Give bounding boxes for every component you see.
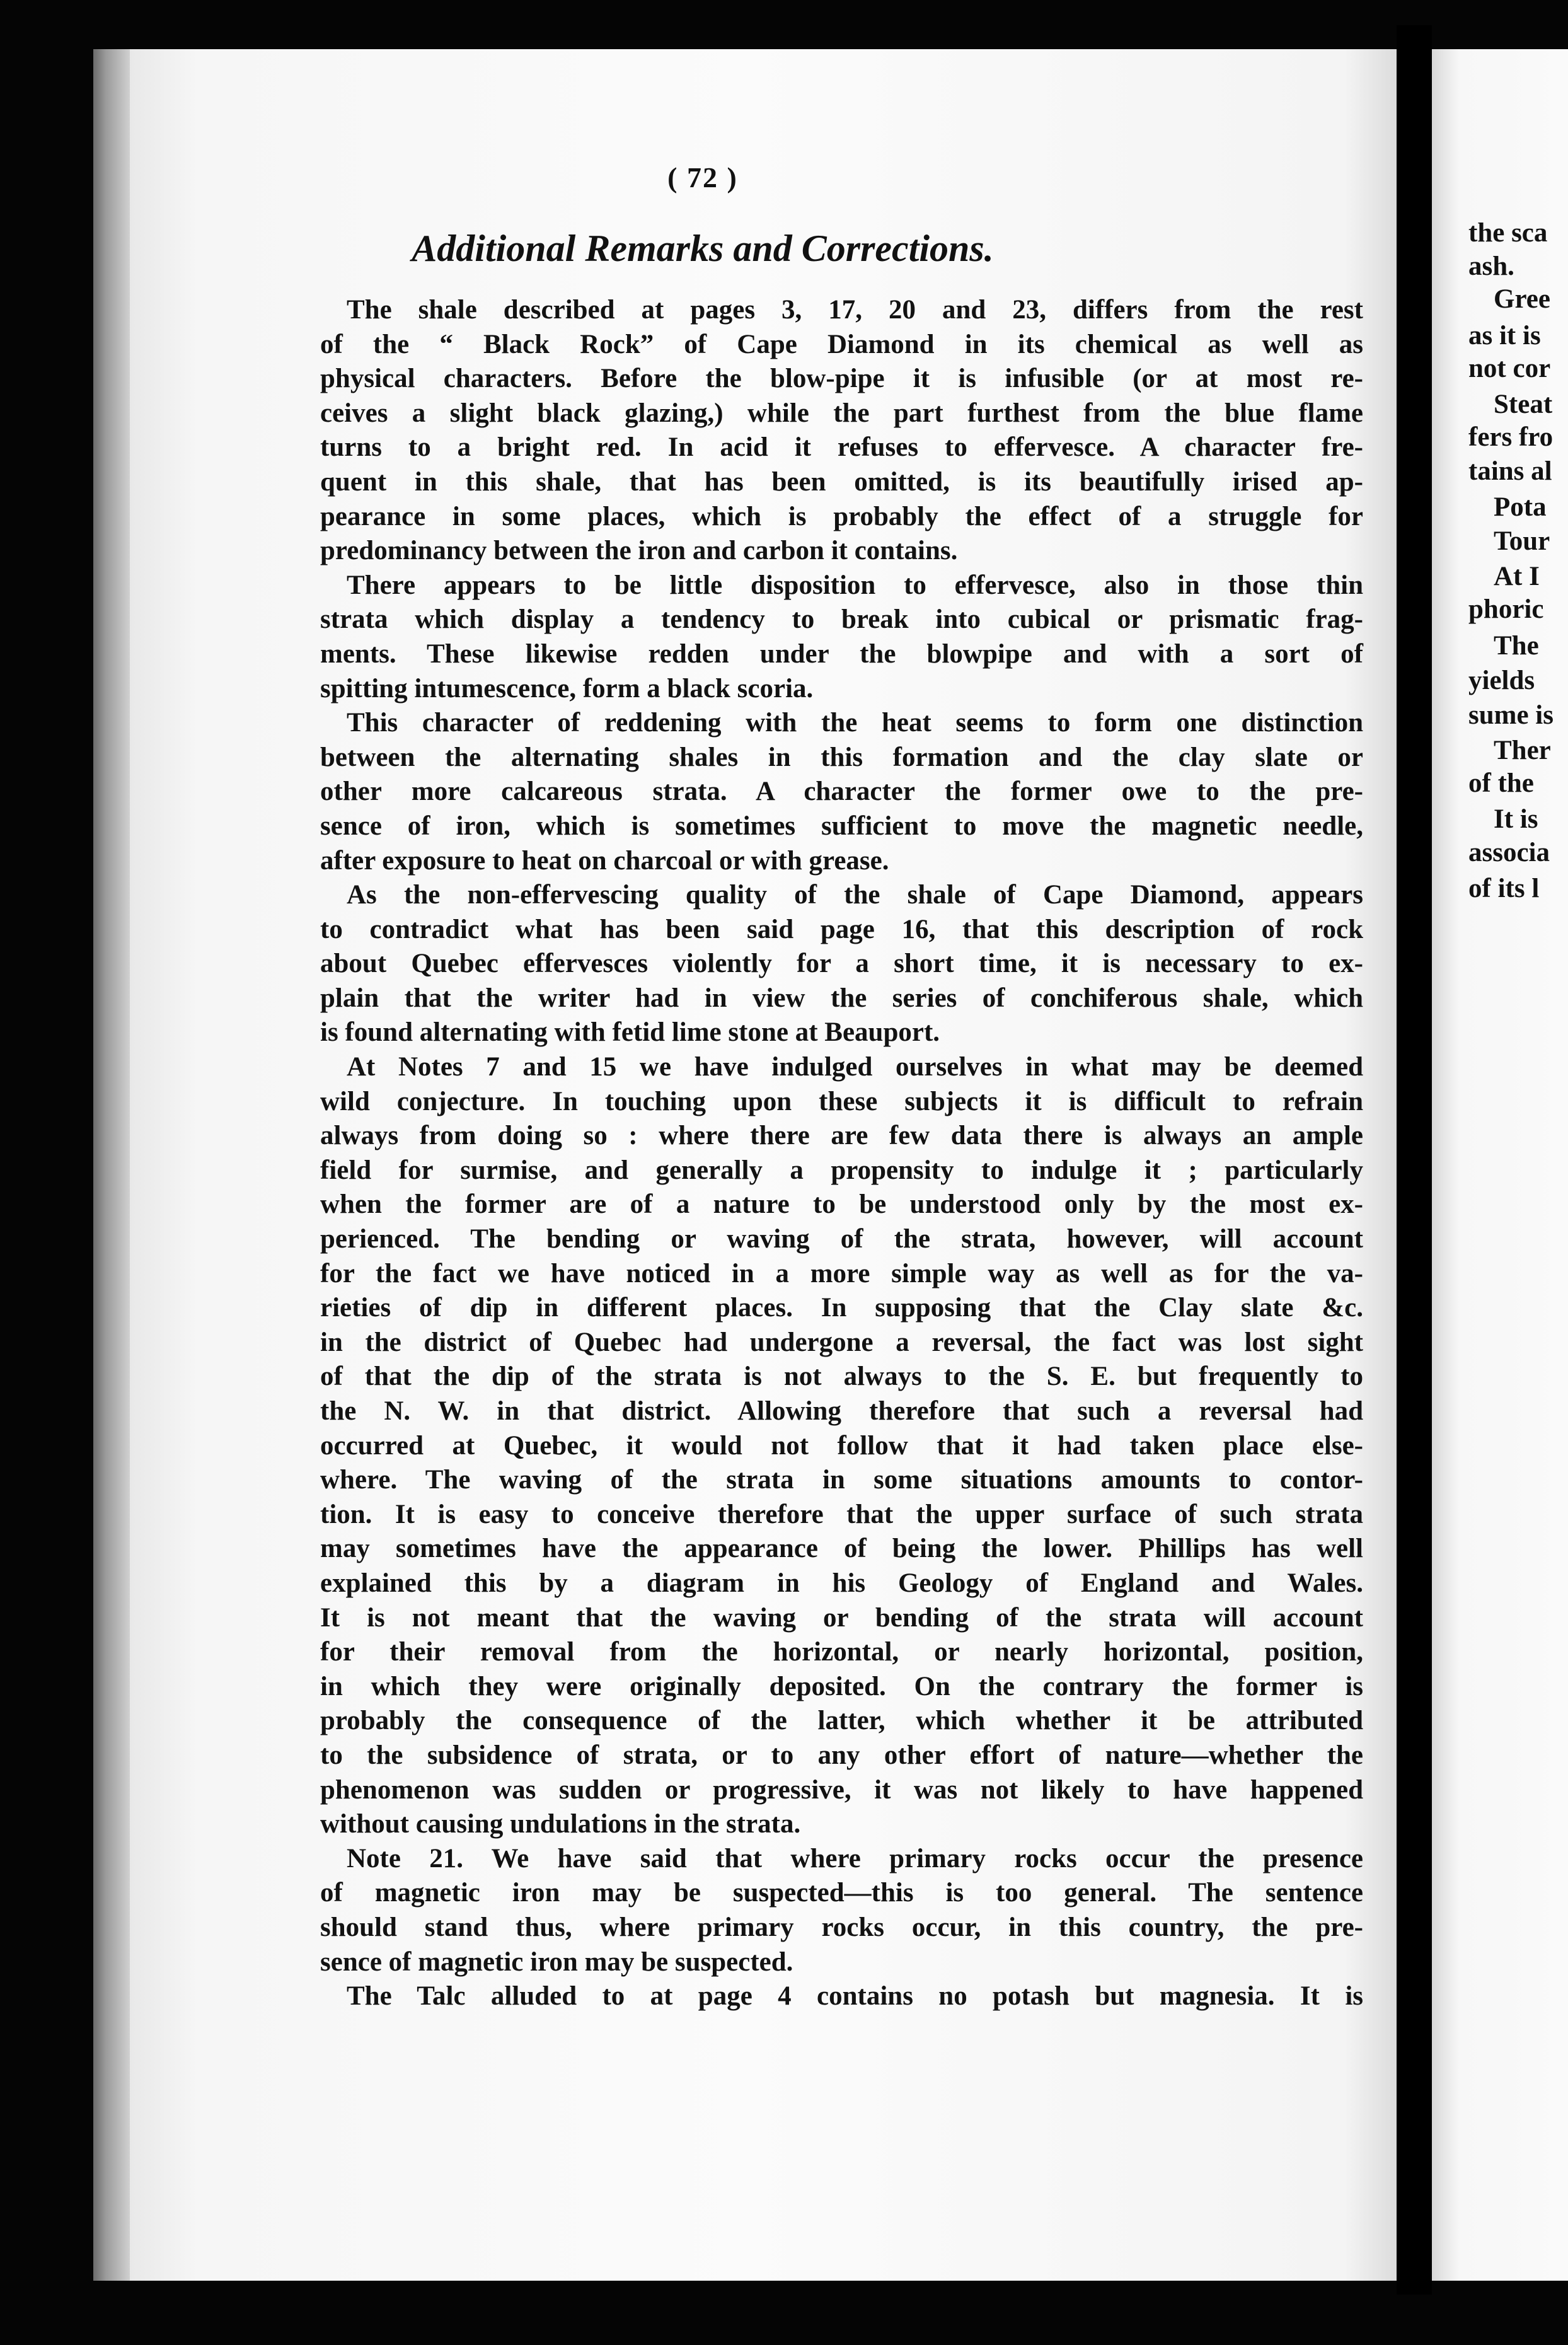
- text-line: is found alternating with fetid lime stone at Beauport.: [320, 1017, 940, 1048]
- facing-page-line: It is: [1494, 804, 1538, 834]
- text-line: phenomenon was sudden or progressive, it was not likely to have happened: [320, 1775, 1363, 1805]
- facing-page-line: yields: [1468, 666, 1535, 695]
- text-line: in the district of Quebec had undergone a reversal, the fact was lost sight: [320, 1327, 1363, 1357]
- text-line: to contradict what has been said page 16, that this description of rock: [320, 914, 1363, 944]
- text-line: plain that the writer had in view the series of conchiferous shale, which: [320, 983, 1363, 1013]
- facing-page-line: Pota: [1494, 492, 1547, 522]
- text-line: ceives a slight black glazing,) while the part furthest from the blue flame: [320, 398, 1363, 428]
- facing-page-line: Gree: [1494, 284, 1550, 314]
- text-line: perienced. The bending or waving of the strata, however, will account: [320, 1224, 1363, 1254]
- text-line: At Notes 7 and 15 we have indulged ourselves in what may be deemed: [347, 1052, 1363, 1082]
- text-line: This character of reddening with the heat seems to form one distinction: [347, 708, 1363, 738]
- text-line: the N. W. in that district. Allowing therefore that such a reversal had: [320, 1396, 1363, 1426]
- text-line: quent in this shale, that has been omitted, is its beautifully irised ap-: [320, 466, 1363, 497]
- facing-page-line: the sca: [1468, 218, 1548, 248]
- facing-page-line: At I: [1494, 562, 1540, 591]
- text-line: tion. It is easy to conceive therefore that the upper surface of such strata: [320, 1499, 1363, 1529]
- text-line: after exposure to heat on charcoal or with grease.: [320, 845, 889, 876]
- text-line: sence of iron, which is sometimes sufficient to move the magnetic needle,: [320, 811, 1363, 841]
- facing-page-line: The: [1494, 631, 1539, 661]
- text-line: in which they were originally deposited. On the contrary the former is: [320, 1671, 1363, 1701]
- facing-page-line: associa: [1468, 838, 1550, 867]
- text-line: for their removal from the horizontal, or nearly horizontal, position,: [320, 1637, 1363, 1667]
- text-line: ments. These likewise redden under the blowpipe and with a sort of: [320, 639, 1363, 669]
- text-line: of magnetic iron may be suspected—this is too general. The sentence: [320, 1878, 1363, 1908]
- text-line: Note 21. We have said that where primary rocks occur the presence: [347, 1843, 1363, 1873]
- facing-page-line: phoric: [1468, 594, 1544, 624]
- text-line: spitting intumescence, form a black scoria.: [320, 673, 814, 704]
- facing-page-line: tains al: [1468, 456, 1552, 486]
- facing-page-line: as it is: [1468, 321, 1541, 350]
- facing-page-line: of the: [1468, 768, 1534, 798]
- book-spine: [1397, 25, 1432, 2295]
- facing-page-line: ash.: [1468, 252, 1514, 281]
- text-line: always from doing so : where there are few data there is always an ample: [320, 1121, 1363, 1151]
- text-line: of that the dip of the strata is not always to the S. E. but frequently to: [320, 1362, 1363, 1392]
- text-line: As the non-effervescing quality of the shale of Cape Diamond, appears: [347, 880, 1363, 910]
- text-line: probably the consequence of the latter, which whether it be attributed: [320, 1706, 1363, 1736]
- text-line: about Quebec effervesces violently for a short time, it is necessary to ex-: [320, 949, 1363, 979]
- text-line: explained this by a diagram in his Geology of England and Wales.: [320, 1568, 1363, 1598]
- text-line: may sometimes have the appearance of being the lower. Phillips has well: [320, 1534, 1363, 1564]
- text-line: of the “ Black Rock” of Cape Diamond in its chemical as well as: [320, 329, 1363, 359]
- text-line: other more calcareous strata. A character the former owe to the pre-: [320, 777, 1363, 807]
- section-heading: Additional Remarks and Corrections.: [412, 228, 994, 269]
- body-text: [320, 293, 1363, 2014]
- facing-page-line: Steat: [1494, 390, 1553, 419]
- text-line: The shale described at pages 3, 17, 20 and 23, differs from the rest: [347, 295, 1363, 325]
- text-line: There appears to be little disposition to effervesce, also in those thin: [347, 570, 1363, 600]
- facing-page-line: not cor: [1468, 354, 1551, 383]
- text-line: It is not meant that the waving or bending of the strata will account: [320, 1602, 1363, 1633]
- text-line: sence of magnetic iron may be suspected.: [320, 1947, 793, 1977]
- text-line: should stand thus, where primary rocks occur, in this country, the pre-: [320, 1912, 1363, 1942]
- facing-page-line: Tour: [1494, 526, 1550, 556]
- text-line: to the subsidence of strata, or to any other effort of nature—whether the: [320, 1740, 1363, 1770]
- text-line: when the former are of a nature to be understood only by the most ex-: [320, 1190, 1363, 1220]
- page-gutter-shadow: [93, 49, 130, 2281]
- text-line: for the fact we have noticed in a more simple way as well as for the va-: [320, 1258, 1363, 1288]
- text-line: where. The waving of the strata in some situations amounts to contor-: [320, 1465, 1363, 1495]
- text-line: occurred at Quebec, it would not follow that it had taken place else-: [320, 1430, 1363, 1461]
- text-line: turns to a bright red. In acid it refuses to effervesce. A character fre-: [320, 432, 1363, 463]
- text-line: field for surmise, and generally a propensity to indulge it ; particularly: [320, 1155, 1363, 1185]
- text-line: physical characters. Before the blow-pipe it is infusible (or at most re-: [320, 364, 1363, 394]
- page-number: ( 72 ): [667, 161, 738, 194]
- text-line: strata which display a tendency to break into cubical or prismatic frag-: [320, 605, 1363, 635]
- facing-page-line: sume is: [1468, 700, 1554, 730]
- text-line: rieties of dip in different places. In supposing that the Clay slate &c.: [320, 1293, 1363, 1323]
- facing-page-line: fers fro: [1468, 422, 1554, 452]
- text-line: The Talc alluded to at page 4 contains no potash but magnesia. It is: [347, 1981, 1363, 2012]
- text-line: without causing undulations in the strata.: [320, 1809, 801, 1839]
- facing-page-line: Ther: [1494, 736, 1551, 765]
- text-line: between the alternating shales in this formation and the clay slate or: [320, 742, 1363, 772]
- facing-page-line: of its l: [1468, 874, 1540, 903]
- text-line: predominancy between the iron and carbon it contains.: [320, 536, 958, 566]
- text-line: pearance in some places, which is probably the effect of a struggle for: [320, 501, 1363, 531]
- facing-page: [1432, 49, 1568, 2281]
- text-line: wild conjecture. In touching upon these subjects it is difficult to refrain: [320, 1086, 1363, 1116]
